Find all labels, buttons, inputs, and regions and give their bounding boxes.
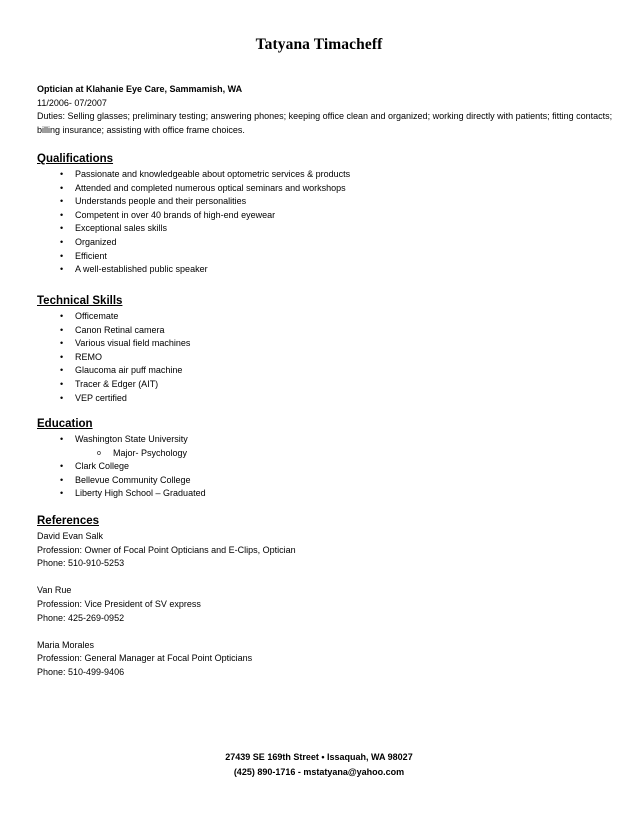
footer: [0, 750, 638, 779]
list-item: • Competent in over 40 brands of high-end eyewear: [37, 209, 617, 223]
bullet-icon: •: [60, 236, 64, 247]
reference-name: Maria Morales: [37, 639, 95, 650]
list-item: • Attended and completed numerous optical seminars and workshops: [37, 182, 617, 196]
list-item: • Liberty High School – Graduated: [37, 487, 617, 501]
list-item: • Organized: [37, 236, 617, 250]
reference-profession: Profession: General Manager at Focal Point Opticians: [37, 653, 253, 664]
job-dates: 11/2006- 07/2007: [37, 97, 107, 108]
reference-entry: [37, 584, 617, 625]
qualifications-heading: Qualifications: [37, 153, 114, 165]
list-item: • Various visual field machines: [37, 337, 617, 351]
bullet-icon: •: [60, 351, 64, 362]
reference-entry: [37, 530, 617, 571]
education-heading: Education: [37, 418, 93, 430]
qualifications-section: [37, 152, 617, 277]
bullet-icon: •: [60, 392, 64, 403]
list-item: • Understands people and their personalities: [37, 195, 617, 209]
list-item: • Tracer & Edger (AIT): [37, 378, 617, 392]
bullet-icon: •: [60, 264, 64, 275]
list-item: • Exceptional sales skills: [37, 222, 617, 236]
bullet-icon: •: [60, 474, 64, 485]
list-item: • Officemate: [37, 310, 617, 324]
reference-profession: Profession: Owner of Focal Point Opticians and E-Clips, Optician: [37, 544, 296, 555]
footer-address: 27439 SE 169th Street • Issaquah, WA 98027: [225, 752, 413, 762]
references-list: [37, 530, 617, 680]
references-heading: References: [37, 515, 100, 527]
list-item: • Bellevue Community College: [37, 474, 617, 488]
bullet-icon: •: [60, 434, 64, 444]
reference-name: Van Rue: [37, 585, 72, 596]
list-item: • Passionate and knowledgeable about optometric services & products: [37, 168, 617, 182]
job-duties: Duties: Selling glasses; preliminary testing; answering phones; keeping office clean and organized; working directly with patients; fitting contacts; billing insurance; assisting with office frame choices.: [37, 111, 613, 135]
list-item: • REMO: [37, 351, 617, 365]
list-item: • Efficient: [37, 250, 617, 264]
reference-profession: Profession: Vice President of SV express: [37, 598, 201, 609]
list-item: • VEP certified: [37, 392, 617, 406]
footer-contact: (425) 890-1716 - mstatyana@yahoo.com: [233, 766, 405, 777]
list-item: • A well-established public speaker: [37, 263, 617, 277]
list-item: • Washington State University: [37, 433, 617, 447]
qualifications-list: [37, 168, 617, 277]
bullet-icon: •: [60, 250, 64, 261]
bullet-icon: •: [60, 338, 64, 349]
reference-phone: Phone: 510-910-5253: [37, 558, 125, 569]
technical-skills-heading: Technical Skills: [37, 295, 123, 307]
bullet-icon: •: [60, 324, 64, 335]
reference-phone: Phone: 425-269-0952: [37, 612, 125, 623]
bullet-icon: •: [60, 378, 64, 389]
education-section: [37, 417, 617, 501]
bullet-icon: •: [60, 311, 64, 321]
technical-skills-list: [37, 310, 617, 405]
reference-phone: Phone: 510-499-9406: [37, 666, 125, 677]
list-item: • Canon Retinal camera: [37, 324, 617, 338]
bullet-icon: •: [60, 365, 64, 376]
references-section: [37, 514, 617, 693]
bullet-icon: •: [60, 169, 64, 179]
technical-skills-section: [37, 294, 617, 405]
bullet-icon: •: [60, 488, 64, 499]
bullet-icon: •: [60, 182, 64, 193]
bullet-icon: •: [60, 209, 64, 220]
list-sub-item: o Major- Psychology: [37, 447, 617, 461]
education-list: [37, 433, 617, 501]
bullet-icon: •: [60, 461, 64, 472]
bullet-icon: •: [60, 223, 64, 234]
reference-name: David Evan Salk: [37, 531, 104, 541]
sub-bullet-icon: o: [97, 449, 101, 457]
list-item: • Glaucoma air puff machine: [37, 364, 617, 378]
list-item: • Clark College: [37, 460, 617, 474]
reference-entry: [37, 639, 617, 680]
job-entry: [37, 83, 617, 137]
bullet-icon: •: [60, 196, 64, 207]
job-title: Optician at Klahanie Eye Care, Sammamish, WA: [37, 84, 243, 94]
resume-name: Tatyana Timacheff: [255, 36, 383, 53]
